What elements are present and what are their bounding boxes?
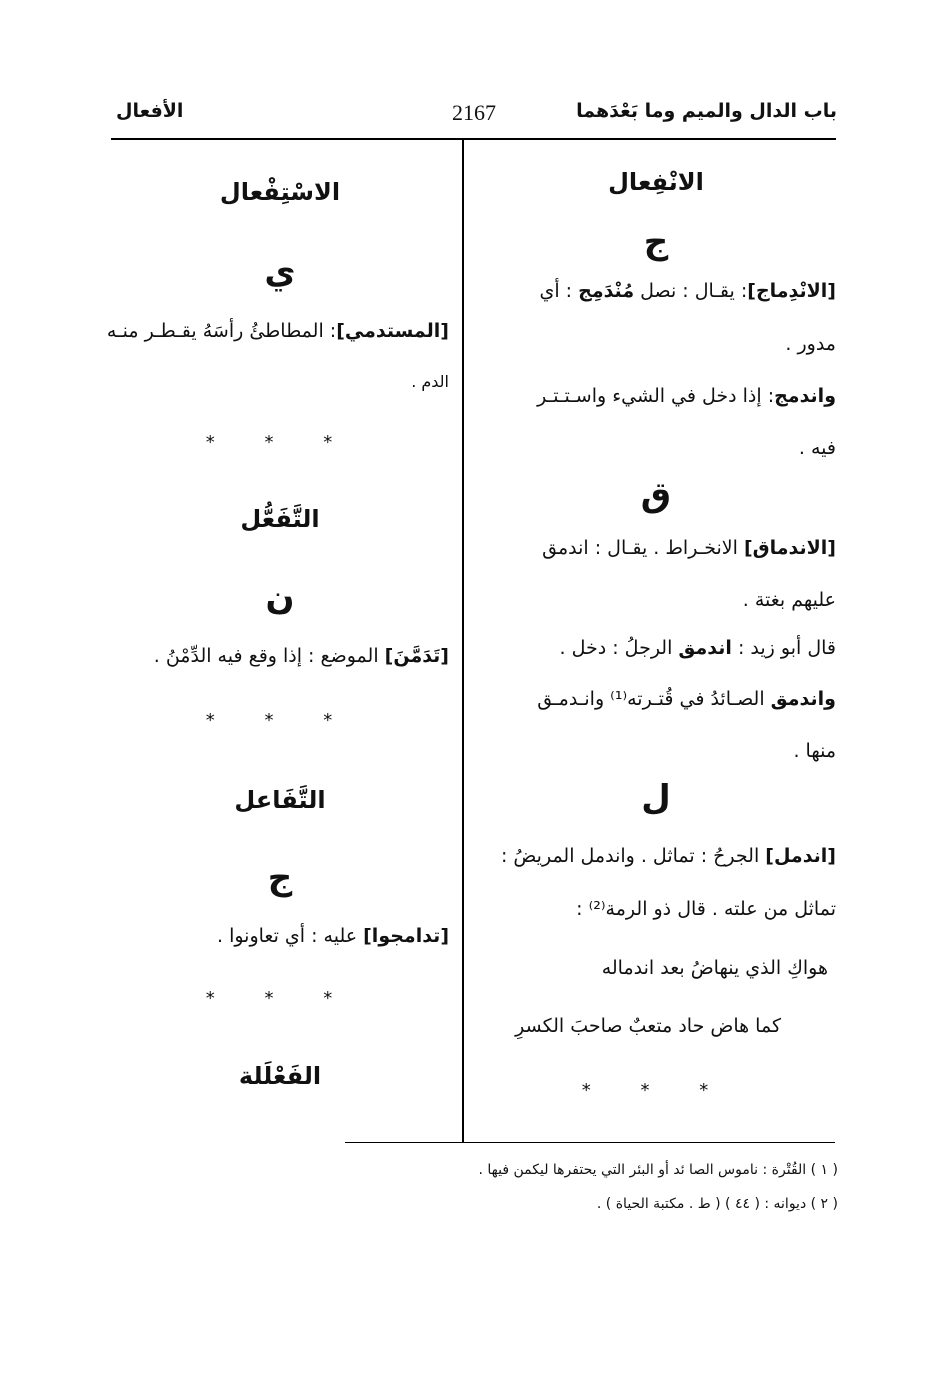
entry-line [539,280,836,302]
entry-bold: اندمق [678,637,732,659]
section-separator: * * * [205,988,355,1009]
letter-heading: ق [640,475,672,515]
entry-text: الرجلُ : دخل . [559,637,679,659]
entry-bold: واندمق [770,688,836,710]
section-separator: * * * [205,710,355,731]
entry-text: الانخـراط . يقـال : اندمق [542,537,744,559]
column-divider [462,139,464,1142]
entry-line: مدور . [785,333,836,355]
letter-heading: ي [264,252,296,292]
entry-line: الدم . [411,372,449,391]
header-rule [111,138,836,140]
entry-line [217,925,449,947]
entry-text: : المطاطئُ رأسَهُ يقـطـر منـه [106,320,337,342]
section-separator: * * * [205,432,355,453]
entry-line: منها . [793,740,836,762]
entry-line [154,645,449,667]
entry-headword: [المستدمي] [336,320,449,342]
letter-heading: ج [267,858,293,898]
letter-heading: ج [643,222,669,262]
entry-line [537,688,836,710]
entry-bold: مُنْدَمِج [578,280,635,302]
poem-verse: هواكِ الذي ينهاضُ بعد اندماله [601,957,828,979]
entry-line [501,845,836,867]
entry-headword: [الاندماق] [743,537,836,559]
entry-text: قال أبو زيد : [731,637,836,659]
entry-line: تماثل من علته . قال ذو الرمة⁽²⁾ : [576,898,836,920]
entry-line [542,537,836,559]
section-heading: التَّفَعُّل [240,505,320,533]
entry-line [537,385,836,407]
section-separator: * * * [581,1080,731,1101]
entry-text: عليه : أي تعاونوا . [216,925,364,947]
chapter-title: باب الدال والميم وما بَعْدَهما [576,100,837,122]
footnote: ( ٢ ) ديوانه : ( ٤٤ ) ( ط . مكتبة الحياة ) . [596,1196,838,1212]
entry-text: الجرحُ : تماثل . واندمل المريضُ : [500,845,766,867]
entry-text: : يقـال : نصل [634,280,748,302]
entry-line [107,320,449,342]
section-heading: الانْفِعال [608,168,704,196]
entry-line [560,637,836,659]
section-heading: التَّفَاعل [234,786,326,814]
entry-text: الموضع : إذا وقع فيه الدِّمْنُ . [153,645,385,667]
section-heading: الاسْتِفْعال [219,178,341,206]
entry-text: : إذا دخل في الشيء واسـتـتـر [537,385,775,407]
entry-headword: [تَدَمَّنَ] [384,645,449,667]
letter-heading: ل [641,778,671,818]
poem-verse: كما هاض حاد متعبٌ صاحبَ الكسرِ [515,1015,781,1037]
section-heading: الفَعْلَلة [238,1062,322,1090]
entry-line: عليهم بغتة . [742,589,836,611]
entry-line: فيه . [798,437,836,459]
page-number: 2167 [452,100,496,125]
footnote-rule [345,1142,835,1143]
entry-text: الصـائدُ في قُتـرته⁽¹⁾ وانـدمـق [537,688,771,710]
entry-headword: [اندمل] [765,845,836,867]
letter-heading: ن [265,578,295,618]
entry-headword: [تدامجوا] [363,925,449,947]
footnote: ( ١ ) القُتْرة : ناموس الصا ئد أو البئر التي يحتفرها ليكمن فيها . [478,1162,838,1178]
entry-headword: واندمج [774,385,836,407]
entry-text: : أي [539,280,579,302]
entry-headword: [الانْدِماج] [747,280,836,302]
section-title: الأفعال [116,100,184,122]
